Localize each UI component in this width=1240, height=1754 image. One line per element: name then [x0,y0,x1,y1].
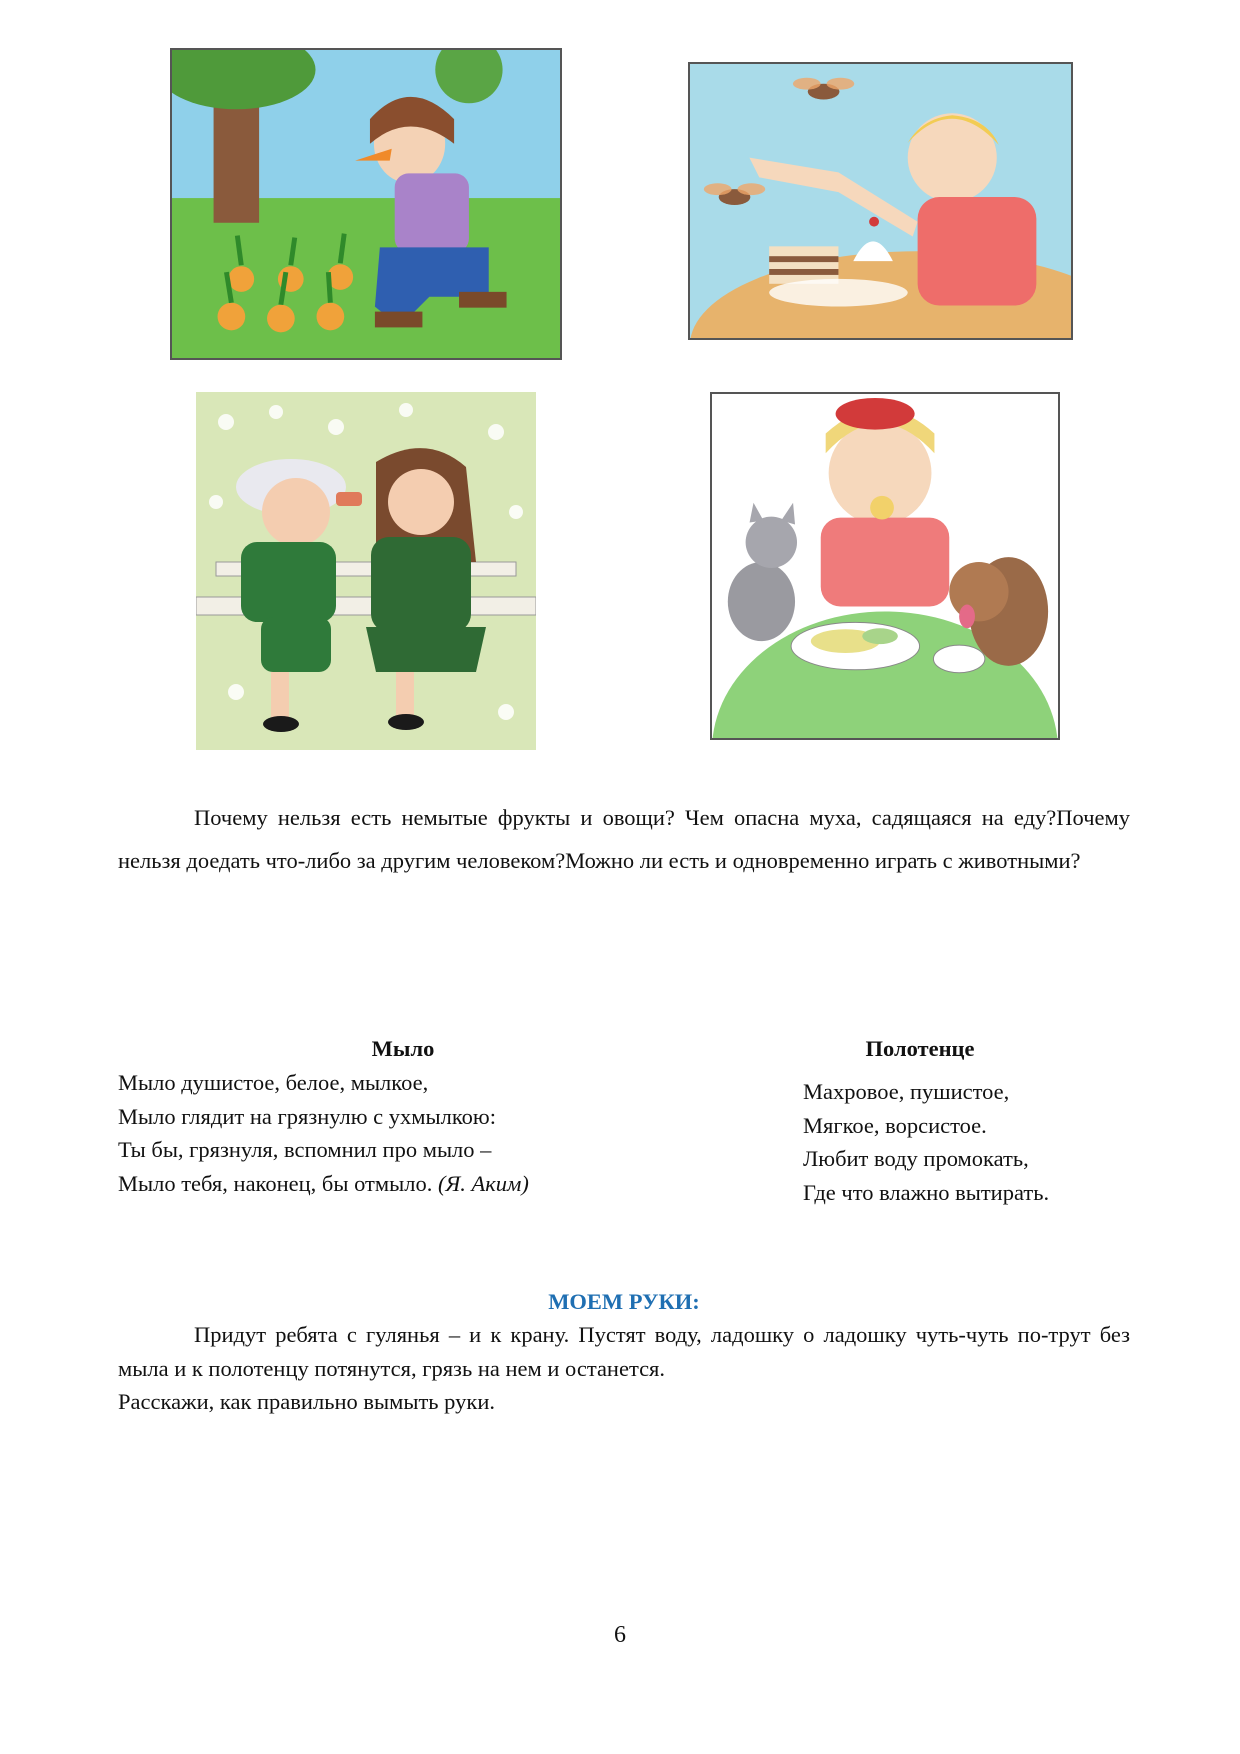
poem-line: Мыло тебя, наконец, бы отмыло. [118,1170,438,1196]
illustration-girl-eating-carrot [170,48,562,360]
wash-hands-heading: МОЕМ РУКИ: [548,1289,700,1314]
soap-poem [118,1066,529,1200]
questions-paragraph: Почему нельзя есть немытые фрукты и овощи? Чем опасна муха, садящаяся на еду?Почему нельзя доедать что-либо за другим человеком?Можно ли есть и одновременно играть с животными? [118,805,1130,873]
poem-author: (Я. Аким) [437,1170,529,1196]
towel-poem-title: Полотенце [865,1036,975,1061]
poem-line: Мыло душистое, белое, мылкое, [118,1070,429,1095]
soap-poem-title: Мыло [371,1036,435,1061]
poem-line: Любит воду промокать, [803,1146,1029,1171]
illustration-girls-sharing-food [196,392,536,750]
poem-line: Ты бы, грязнуля, вспомнил про мыло – [118,1137,492,1162]
poem-line-with-author [118,1167,529,1201]
wash-hands-paragraph: Придут ребята с гулянья – и к крану. Пустят воду, ладошку о ладошку чуть-чуть по-трут без мыла и к полотенцу потянутся, грязь на нем и останется. [118,1322,1130,1381]
illustration-girl-eating-with-pets [710,392,1060,740]
page-number: 6 [614,1622,626,1648]
poem-line: Мыло глядит на грязнулю с ухмылкою: [118,1103,496,1129]
poem-line: Где что влажно вытирать. [803,1179,1050,1205]
poem-line: Мягкое, ворсистое. [803,1112,987,1138]
poem-line: Махровое, пушистое, [803,1079,1010,1104]
wash-hands-prompt: Расскажи, как правильно вымыть руки. [118,1389,495,1414]
illustration-boy-flies-on-cake [688,62,1073,340]
wash-hands-section [118,1318,1130,1419]
towel-poem [803,1075,1049,1209]
